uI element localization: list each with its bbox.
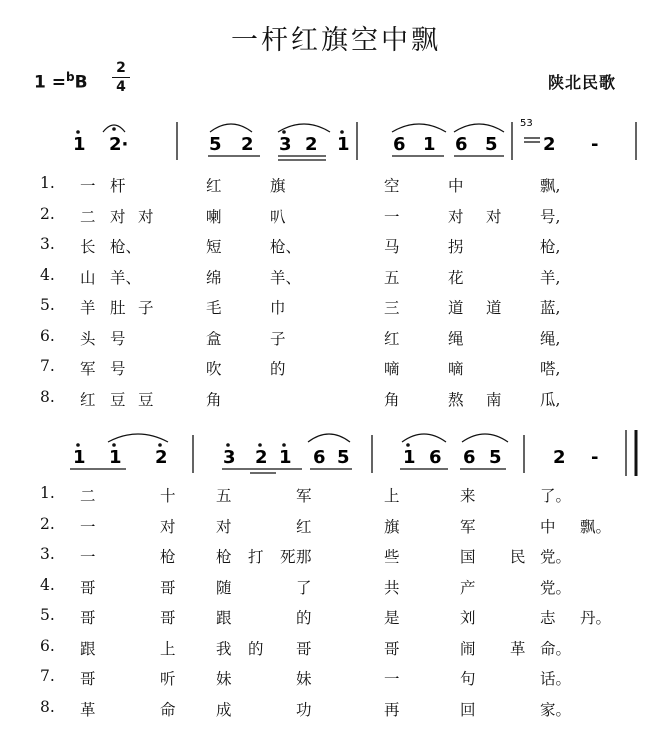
lyric-syllable: 号, (540, 207, 561, 226)
lyric-syllable: 哥 (160, 609, 176, 627)
lyric-syllable: 哥 (80, 578, 96, 597)
lyric-syllable: 中 (540, 517, 556, 536)
notation-note: 2 (543, 134, 556, 155)
lyric-syllable: 瓜, (540, 390, 561, 409)
lyric-syllable: 长 (80, 238, 96, 256)
lyric-syllable: 五 (216, 487, 232, 505)
octave-dot (282, 130, 286, 134)
lyric-syllable: 志 (540, 609, 556, 627)
slur (308, 434, 350, 442)
lyric-syllable: 飘。 (580, 517, 612, 536)
lyric-syllable: 十 (160, 487, 176, 505)
notation-note: 5 (337, 447, 350, 468)
lyric-syllable: 共 (384, 578, 400, 597)
verse-number: 4. (40, 575, 55, 594)
lyric-syllable: 枪、 (110, 238, 142, 256)
lyric-syllable: 哥 (80, 670, 96, 688)
lyric-syllable: 三 (384, 299, 400, 317)
lyric-syllable: 对 (160, 517, 176, 536)
lyric-syllable: 成 (216, 700, 232, 719)
notation-note: 5 (485, 134, 498, 155)
lyric-syllable: 号 (110, 360, 126, 378)
lyric-syllable: 中 (448, 177, 464, 195)
lyric-syllable: 巾 (270, 299, 286, 317)
lyric-syllable: 山 (80, 268, 96, 287)
lyric-syllable: 红 (296, 517, 312, 536)
lyric-syllable: 闹 (460, 639, 476, 658)
lyric-syllable: 盒 (206, 329, 222, 348)
lyric-syllable: 角 (206, 390, 222, 409)
lyric-syllable: 羊, (540, 268, 561, 287)
lyric-syllable: 红 (384, 329, 400, 348)
verse-number: 3. (40, 545, 55, 563)
lyric-syllable: 哥 (80, 609, 96, 627)
lyric-syllable: 功 (296, 700, 312, 719)
notation-note: 2 (155, 447, 168, 468)
lyric-syllable: 喇 (206, 207, 222, 226)
lyric-syllable: 子 (270, 329, 286, 348)
verse-number: 6. (40, 636, 55, 655)
notation-note: 2 (305, 134, 318, 155)
notation-note: 3 (223, 447, 236, 468)
lyric-syllable: 蓝, (540, 299, 561, 317)
lyric-syllable: 杆 (110, 177, 126, 195)
lyric-line (0, 606, 672, 634)
lyric-syllable: 哥 (160, 578, 176, 597)
octave-dot (226, 443, 230, 447)
slur (210, 124, 252, 132)
lyric-syllable: 一 (384, 670, 400, 688)
lyric-syllable: 产 (460, 578, 476, 597)
song-title: 一杆红旗空中飘 (231, 25, 441, 56)
lyric-syllable: 南 (486, 390, 502, 409)
lyric-syllable: 对 (216, 517, 232, 536)
verse-number: 4. (40, 265, 55, 284)
lyric-line (0, 698, 672, 726)
lyric-syllable: 道 (448, 299, 464, 317)
lyric-syllable: 头 (80, 329, 96, 348)
verse-number: 7. (40, 667, 55, 685)
octave-dot (282, 443, 286, 447)
lyric-syllable: 叭 (270, 207, 286, 226)
slur (462, 434, 508, 442)
lyric-syllable: 上 (384, 487, 400, 505)
octave-dot (340, 130, 344, 134)
lyric-syllable: 了 (296, 578, 312, 597)
verse-number: 8. (40, 697, 55, 716)
notation-note: 1 (279, 447, 292, 468)
notation-note: 1 (109, 447, 122, 468)
lyric-syllable: 羊、 (110, 268, 142, 287)
lyric-syllable: 豆 (138, 390, 154, 409)
lyric-line (0, 296, 672, 324)
notation-note: 6 (429, 447, 442, 468)
slur (454, 124, 504, 132)
lyric-syllable: 五 (384, 268, 400, 287)
lyric-syllable: 革 (80, 700, 96, 719)
lyric-syllable: 家。 (540, 700, 572, 719)
lyric-syllable: 枪、 (270, 238, 302, 256)
lyric-syllable: 毛 (206, 299, 222, 317)
lyric-syllable: 肚 (110, 299, 126, 317)
lyric-line (0, 515, 672, 543)
verse-number: 7. (40, 357, 55, 375)
lyric-syllable: 军 (296, 487, 312, 505)
lyric-syllable: 妹 (216, 670, 232, 688)
lyric-syllable: 听 (160, 670, 176, 688)
lyric-syllable: 革 (510, 639, 526, 658)
lyric-syllable: 军 (460, 517, 476, 536)
lyric-syllable: 短 (206, 238, 222, 256)
notation-note: 5 (489, 447, 502, 468)
octave-dot (158, 443, 162, 447)
lyric-syllable: 的 (296, 609, 312, 627)
lyric-syllable: 对 (138, 207, 154, 226)
lyric-syllable: 随 (216, 578, 232, 597)
notation-note: 6 (455, 134, 468, 155)
lyric-syllable: 熬 (448, 390, 464, 409)
lyric-syllable: 上 (160, 639, 176, 658)
octave-dot (112, 443, 116, 447)
lyric-syllable: 哥 (296, 639, 312, 658)
verse-number: 5. (40, 606, 55, 624)
lyric-syllable: 绵 (206, 268, 222, 287)
lyric-syllable: 命。 (540, 639, 572, 658)
lyric-syllable: 打 (248, 548, 264, 566)
lyric-syllable: 国 (460, 548, 476, 566)
lyric-syllable: 是 (384, 609, 400, 627)
notation-note: 1 (423, 134, 436, 155)
lyric-syllable: 一 (384, 207, 400, 226)
lyric-syllable: 枪 (216, 548, 232, 566)
lyric-syllable: 民 (510, 548, 526, 566)
lyric-syllable: 党。 (540, 548, 572, 566)
lyric-syllable: 话。 (540, 670, 572, 688)
lyric-syllable: 拐 (448, 238, 464, 256)
fermata-dot (112, 127, 116, 131)
lyric-syllable: 死 (280, 548, 296, 566)
slur (108, 434, 168, 442)
lyric-syllable: 旗 (384, 517, 400, 536)
lyric-syllable: 句 (460, 670, 476, 688)
lyric-syllable: 来 (460, 487, 476, 505)
key-prefix: 1 = (34, 72, 66, 93)
verse-number: 2. (40, 204, 55, 223)
notation-note: 2 (255, 447, 268, 468)
lyric-syllable: 对 (448, 207, 464, 226)
notation-note: - (591, 134, 599, 155)
lyric-syllable: 了。 (540, 487, 572, 505)
octave-dot (76, 443, 80, 447)
notation-note: 3 (279, 134, 292, 155)
meter-bottom: 4 (116, 79, 126, 95)
lyric-syllable: 嘀 (384, 360, 400, 378)
lyric-syllable: 绳 (448, 329, 464, 348)
verse-number: 3. (40, 235, 55, 253)
lyric-syllable: 嘀 (448, 360, 464, 378)
lyric-line (0, 667, 672, 695)
lyric-syllable: 妹 (296, 670, 312, 688)
lyric-syllable: 羊、 (270, 268, 302, 287)
lyric-syllable: 吹 (206, 360, 222, 378)
notation-note: 1 (73, 447, 86, 468)
lyric-syllable: 绳, (540, 329, 561, 348)
lyric-syllable: 二 (80, 487, 96, 505)
lyric-syllable: 跟 (80, 639, 96, 658)
verse-number: 2. (40, 514, 55, 533)
lyric-syllable: 回 (460, 700, 476, 719)
lyric-line (0, 484, 672, 512)
notation-note: - (591, 447, 599, 468)
notation-note: 2· (109, 134, 129, 155)
key-tonic: B (74, 72, 88, 93)
slur (402, 434, 446, 442)
lyric-syllable: 旗 (270, 177, 286, 195)
octave-dot (258, 443, 262, 447)
verse-number: 6. (40, 326, 55, 345)
lyric-syllable: 我 (216, 639, 232, 658)
lyric-line (0, 266, 672, 294)
meter-top: 2 (116, 60, 126, 76)
lyric-syllable: 豆 (110, 390, 126, 409)
notation-note: 6 (393, 134, 406, 155)
lyric-syllable: 跟 (216, 609, 232, 627)
lyric-line (0, 174, 672, 202)
lyric-syllable: 道 (486, 299, 502, 317)
lyric-syllable: 飘, (540, 177, 561, 195)
verse-number: 1. (40, 174, 55, 192)
lyric-syllable: 空 (384, 177, 400, 195)
notation-note: 1 (403, 447, 416, 468)
bar-number: 53 (520, 118, 533, 129)
lyric-syllable: 一 (80, 548, 96, 566)
lyric-syllable: 马 (384, 238, 400, 256)
verse-number: 1. (40, 484, 55, 502)
lyric-syllable: 丹。 (580, 609, 612, 627)
verse-number: 8. (40, 387, 55, 406)
lyric-line (0, 637, 672, 665)
lyric-syllable: 再 (384, 700, 400, 719)
lyric-line (0, 545, 672, 573)
lyric-syllable: 对 (486, 207, 502, 226)
lyric-syllable: 红 (80, 390, 96, 409)
lyric-syllable: 那 (296, 548, 312, 566)
lyric-line (0, 327, 672, 355)
lyric-syllable: 枪, (540, 238, 561, 256)
lyric-line (0, 576, 672, 604)
song-source: 陕北民歌 (548, 73, 617, 92)
lyric-syllable: 子 (138, 299, 154, 317)
lyric-syllable: 的 (270, 360, 286, 378)
slur (392, 124, 446, 132)
lyric-syllable: 命 (160, 700, 176, 719)
notation-note: 2 (553, 447, 566, 468)
lyric-syllable: 一 (80, 517, 96, 536)
lyric-syllable: 枪 (160, 548, 176, 566)
lyric-line (0, 357, 672, 385)
notation-note: 5 (209, 134, 222, 155)
lyric-syllable: 哥 (384, 639, 400, 658)
lyric-syllable: 羊 (80, 299, 96, 317)
lyric-syllable: 二 (80, 207, 96, 226)
flat-sign: b (66, 70, 75, 84)
lyric-line (0, 388, 672, 416)
lyric-syllable: 嗒, (540, 360, 561, 378)
octave-dot (76, 130, 80, 134)
lyric-syllable: 角 (384, 390, 400, 409)
lyric-line (0, 205, 672, 233)
slur (278, 124, 330, 132)
notation-note: 6 (463, 447, 476, 468)
lyric-syllable: 刘 (460, 609, 476, 627)
verse-number: 5. (40, 296, 55, 314)
notation-note: 6 (313, 447, 326, 468)
octave-dot (406, 443, 410, 447)
lyric-syllable: 花 (448, 268, 464, 287)
notation-note: 2 (241, 134, 254, 155)
lyric-syllable: 军 (80, 360, 96, 378)
notation-note: 1 (337, 134, 350, 155)
lyric-syllable: 些 (384, 548, 400, 566)
lyric-syllable: 党。 (540, 578, 572, 597)
lyric-syllable: 对 (110, 207, 126, 226)
lyric-syllable: 的 (248, 639, 264, 658)
notation-note: 1 (73, 134, 86, 155)
lyric-syllable: 红 (206, 177, 222, 195)
lyric-line (0, 235, 672, 263)
lyric-syllable: 一 (80, 177, 96, 195)
lyric-syllable: 号 (110, 329, 126, 348)
